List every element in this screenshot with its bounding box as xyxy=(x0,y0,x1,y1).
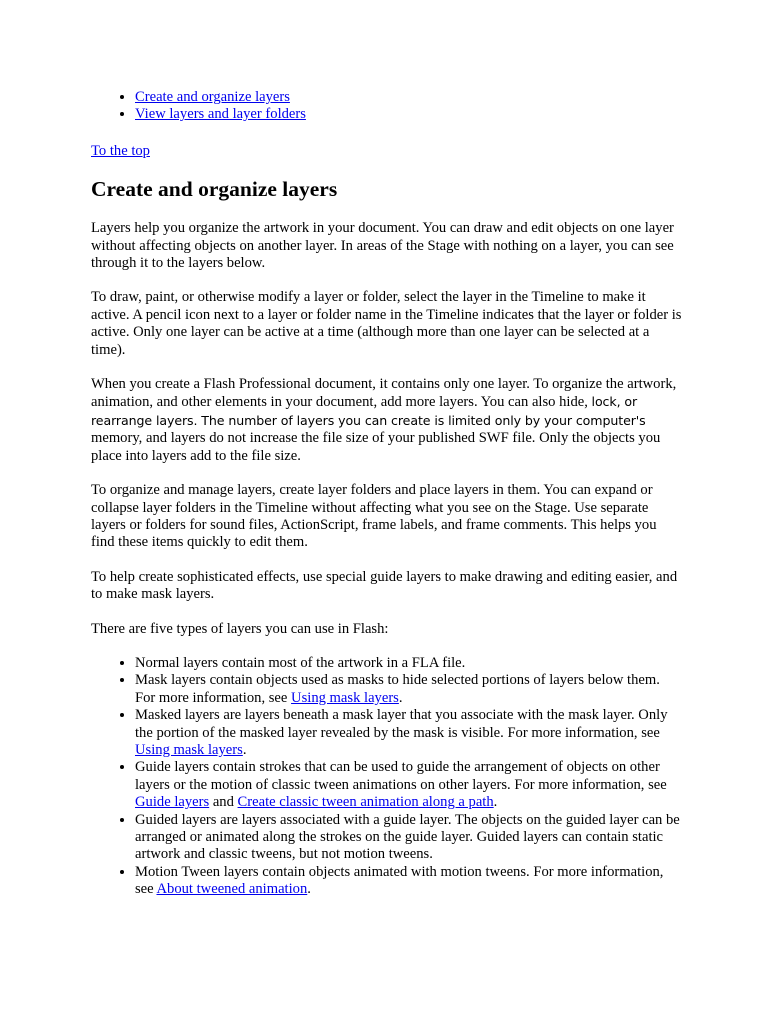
list-item-period: . xyxy=(307,881,311,898)
toc-list xyxy=(91,89,683,124)
list-item-text: Masked layers are layers beneath a mask layer that you associate with the mask layer. Only the portion of the masked layer revealed by the mask is visible. For more information, see xyxy=(135,707,668,741)
paragraph-text: When you create a Flash Professional document, it contains only one layer. To organize the artwork, animation, and other elements in your document, add more layers. You can also hide, xyxy=(91,376,677,411)
section-heading: Create and organize layers xyxy=(91,177,338,202)
toc-link-create-organize[interactable]: Create and organize layers xyxy=(135,89,290,105)
list-item-guided xyxy=(135,812,683,864)
paragraph-intro: Layers help you organize the artwork in your document. You can draw and edit objects on one layer without affecting objects on another layer. In areas of the Stage with nothing on a layer, you can see through it to the layers below. xyxy=(91,220,674,272)
paragraph-layer-folders: To organize and manage layers, create layer folders and place layers in them. You can expand or collapse layer folders in the Timeline without affecting what you see on the Stage. Use separate layers or folders for sound files, ActionScript, frame labels, and frame comments. This helps you find these items quickly to edit them. xyxy=(91,482,657,551)
list-item-normal xyxy=(135,655,683,672)
list-item-text: Motion Tween layers contain objects animated with motion tweens. For more information, see xyxy=(135,863,664,898)
list-item-motion-tween xyxy=(135,864,683,899)
paragraph-active-layer: To draw, paint, or otherwise modify a layer or folder, select the layer in the Timeline to make it active. A pencil icon next to a layer or folder name in the Timeline indicates that the layer or folder is active. Only one layer can be active at a time (although more than one layer can be selected at a time). xyxy=(91,289,682,358)
list-item-mask xyxy=(135,672,683,707)
paragraph-text: memory, and layers do not increase the file size of your published SWF file. Only the objects you place into layers add to the file size. xyxy=(91,430,661,464)
list-item-text: Guide layers contain strokes that can be used to guide the arrangement of objects on other layers or the motion of classic tween animations on other layers. For more information, see xyxy=(135,759,667,793)
layer-types-list xyxy=(91,655,683,899)
to-the-top-link[interactable]: To the top xyxy=(91,142,150,159)
list-item-text: and xyxy=(209,794,238,811)
using-mask-layers-link[interactable]: Using mask layers xyxy=(291,689,399,706)
paragraph-five-types: There are five types of layers you can use in Flash: xyxy=(91,620,389,637)
paragraph-one-layer xyxy=(91,376,683,465)
document-page xyxy=(91,89,683,899)
paragraph-guide-mask: To help create sophisticated effects, use special guide layers to make drawing and editing easier, and to make mask layers. xyxy=(91,568,678,603)
using-mask-layers-link-2[interactable]: Using mask layers xyxy=(135,741,243,758)
list-item-masked xyxy=(135,707,683,759)
about-tweened-animation-link[interactable]: About tweened animation xyxy=(156,881,308,898)
list-item-period: . xyxy=(242,741,247,758)
list-item xyxy=(135,106,683,123)
list-item-text: Mask layers contain objects used as masks to hide selected portions of layers below them. For more information, see xyxy=(135,672,660,706)
classic-tween-path-link[interactable]: Create classic tween animation along a path xyxy=(237,794,494,811)
guide-layers-link[interactable]: Guide layers xyxy=(135,794,210,811)
list-item-text: Guided layers are layers associated with a guide layer. The objects on the guided layer can be arranged or animated along the strokes on the guide layer. Guided layers can contain static artwork and classic tweens, but not motion tweens. xyxy=(135,811,680,863)
list-item-period: . xyxy=(493,794,498,811)
toc-link-view-layers[interactable]: View layers and layer folders xyxy=(135,106,306,123)
list-item-text: Normal layers contain most of the artwork in a FLA file. xyxy=(135,654,466,671)
list-item-period: . xyxy=(398,689,403,706)
list-item xyxy=(135,89,683,106)
paragraph-text-sans: lock, or rearrange layers. The number of layers you can create is limited only by your computer's xyxy=(91,394,646,428)
list-item-guide xyxy=(135,759,683,811)
